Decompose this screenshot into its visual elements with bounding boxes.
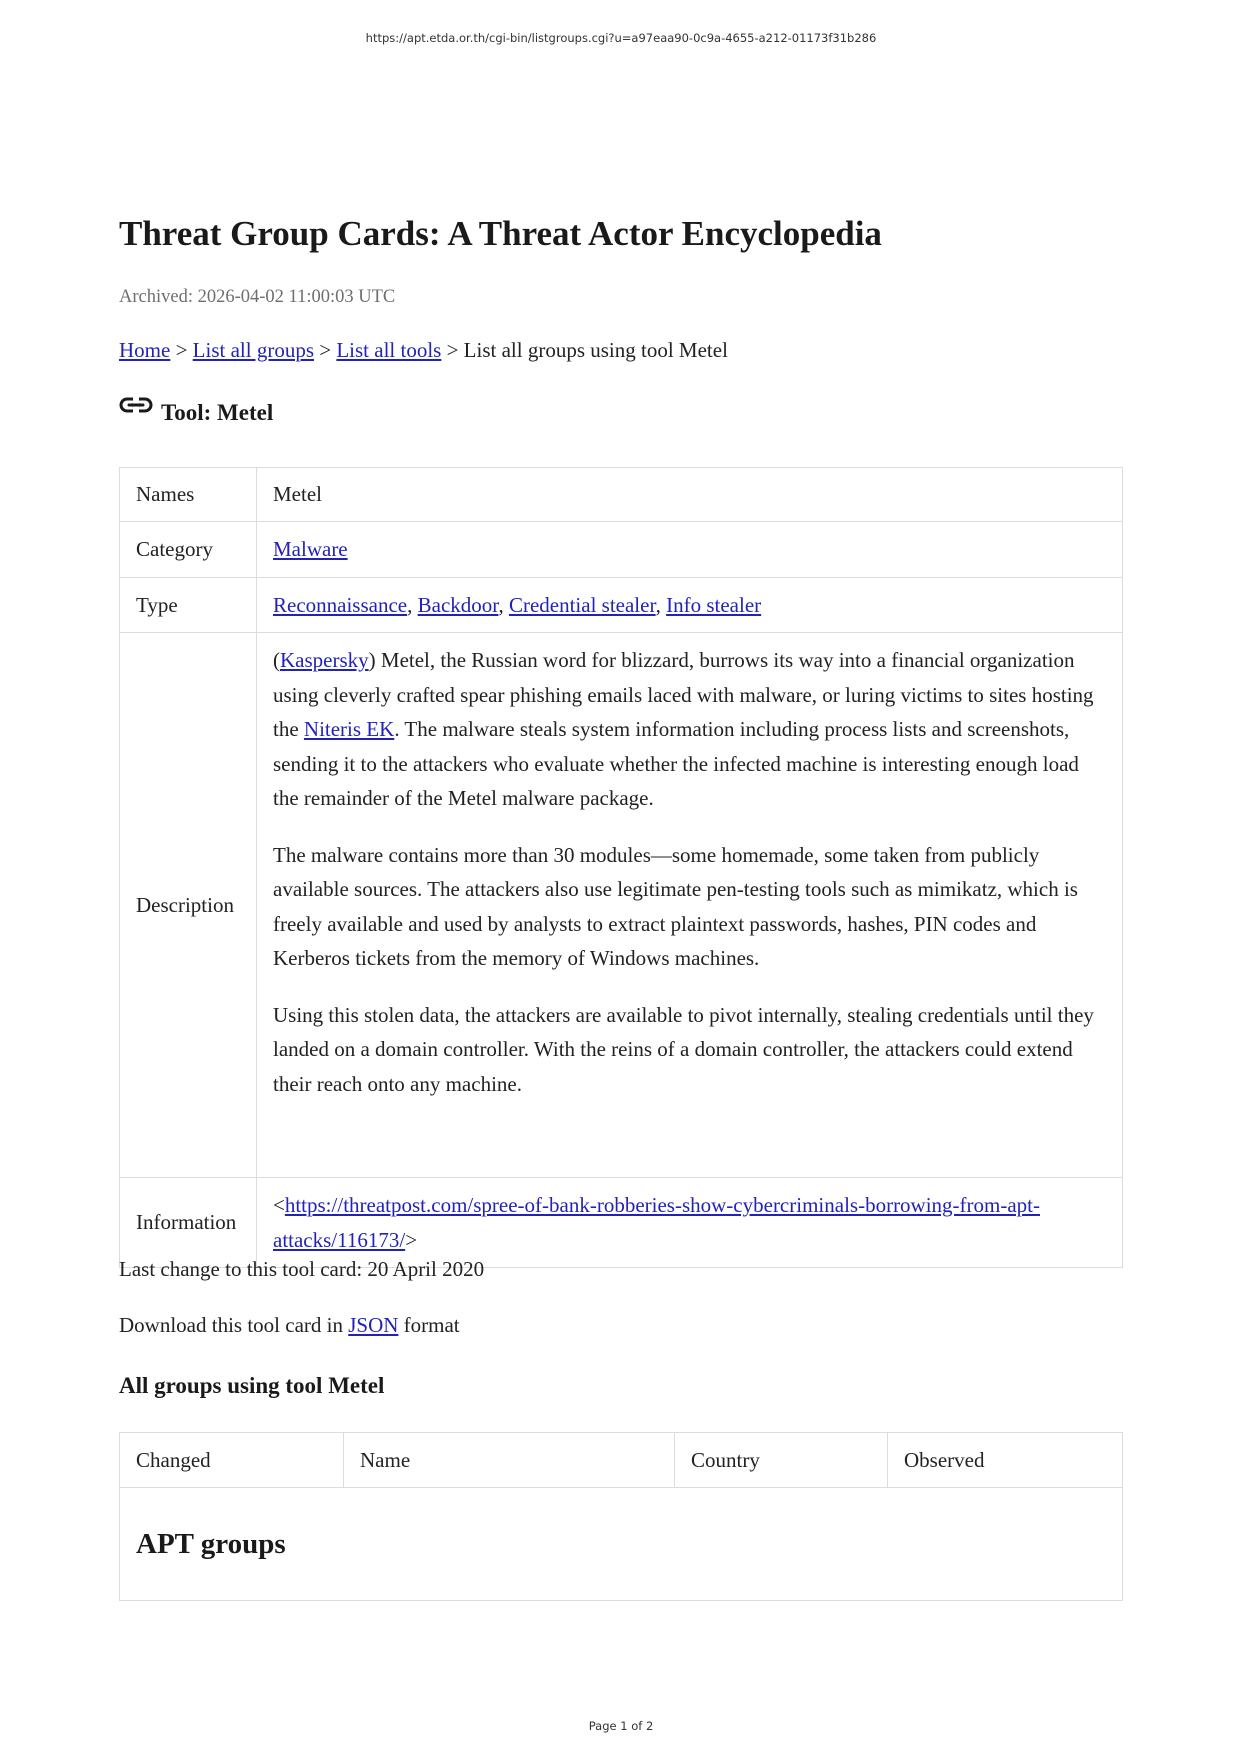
type-link-credential-stealer[interactable]: Credential stealer xyxy=(508,592,656,617)
category-label: Category xyxy=(120,522,257,578)
type-link-info-stealer[interactable]: Info stealer xyxy=(666,592,762,617)
tool-heading xyxy=(119,400,273,426)
type-separator: , xyxy=(655,592,667,617)
description-text: ) Metel, the Russian word for blizzard, burrows its way into a financial organization using cleverly crafted spear phishing emails laced with malware, or luring victims to sites hosting the xyxy=(273,648,1094,741)
type-link-backdoor[interactable]: Backdoor xyxy=(417,592,499,617)
description-text: . The malware steals system information including process lists and screenshots, sending it to the attackers who evaluate whether the infected machine is interesting enough load the remainder of the Metel malware package. xyxy=(273,717,1079,810)
print-header-url: https://apt.etda.or.th/cgi-bin/listgroups.cgi?u=a97eaa90-0c9a-4655-a212-01173f31b286 xyxy=(365,31,877,45)
column-header-changed: Changed xyxy=(120,1433,344,1488)
niteris-ek-link[interactable]: Niteris EK xyxy=(303,717,395,741)
angle-open: < xyxy=(273,1193,285,1217)
download-prefix: Download this tool card in xyxy=(119,1313,349,1337)
column-header-observed: Observed xyxy=(888,1433,1123,1488)
description-paragraph-2: The malware contains more than 30 modules—some homemade, some taken from publicly available sources. The attackers also use legitimate pen-testing tools such as mimikatz, which is freely available and used by analysts to extract plaintext passwords, hashes, PIN codes and Kerberos tickets from the memory of Windows machines. xyxy=(273,842,1078,970)
type-cell xyxy=(257,578,1123,633)
description-cell xyxy=(257,633,1123,1178)
breadcrumb-separator: > xyxy=(314,338,337,362)
type-label: Type xyxy=(120,578,257,633)
category-cell xyxy=(257,522,1123,578)
groups-heading: All groups using tool Metel xyxy=(119,1373,385,1398)
angle-close: > xyxy=(405,1227,418,1252)
breadcrumb-separator: > xyxy=(170,338,193,362)
page-number: Page 1 of 2 xyxy=(588,1719,654,1733)
type-link-reconnaissance[interactable]: Reconnaissance xyxy=(273,592,408,617)
download-line xyxy=(119,1313,460,1338)
table-row xyxy=(120,468,1123,522)
apt-groups-section xyxy=(120,1488,1123,1601)
link-icon xyxy=(119,396,153,418)
information-label: Information xyxy=(120,1178,257,1268)
tool-heading-text: Tool: Metel xyxy=(161,400,274,425)
description-paragraph-3: Using this stolen data, the attackers are available to pivot internally, stealing credentials until they landed on a domain controller. With the reins of a domain controller, the attackers could extend their reach onto any machine. xyxy=(273,1002,1094,1096)
breadcrumb xyxy=(119,338,728,363)
table-header-row xyxy=(120,1433,1123,1488)
category-malware-link[interactable]: Malware xyxy=(273,537,348,562)
information-cell xyxy=(257,1178,1123,1268)
threatpost-reference-link[interactable]: https://threatpost.com/spree-of-bank-robberies-show-cybercriminals-borrowing-from-apt-attacks/116173/ xyxy=(273,1193,1041,1252)
names-label: Names xyxy=(120,468,257,522)
table-row xyxy=(120,1178,1123,1268)
column-header-name: Name xyxy=(344,1433,675,1488)
table-row xyxy=(120,1488,1123,1601)
archived-timestamp: Archived: 2026-04-02 11:00:03 UTC xyxy=(119,287,396,307)
breadcrumb-list-groups-link[interactable]: List all groups xyxy=(192,338,314,362)
download-suffix: format xyxy=(398,1313,460,1337)
description-paragraph-1 xyxy=(273,643,1106,816)
page-title: Threat Group Cards: A Threat Actor Encyclopedia xyxy=(119,214,882,253)
json-download-link[interactable]: JSON xyxy=(348,1313,399,1337)
breadcrumb-list-tools-link[interactable]: List all tools xyxy=(336,338,442,362)
last-change-text: Last change to this tool card: 20 April 2020 xyxy=(119,1257,485,1281)
apt-groups-title: APT groups xyxy=(136,1527,286,1560)
table-row xyxy=(120,633,1123,1178)
names-value: Metel xyxy=(257,468,1123,522)
tool-card-table xyxy=(119,467,1123,1268)
breadcrumb-current: > List all groups using tool Metel xyxy=(441,338,728,362)
breadcrumb-home-link[interactable]: Home xyxy=(119,338,171,362)
table-row xyxy=(120,522,1123,578)
groups-table xyxy=(119,1432,1123,1601)
description-label: Description xyxy=(120,633,257,1178)
kaspersky-source-link[interactable]: Kaspersky xyxy=(280,648,369,672)
column-header-country: Country xyxy=(675,1433,888,1488)
paren-open: ( xyxy=(273,648,280,672)
type-separator: , xyxy=(498,592,509,617)
type-separator: , xyxy=(407,592,418,617)
table-row xyxy=(120,578,1123,633)
